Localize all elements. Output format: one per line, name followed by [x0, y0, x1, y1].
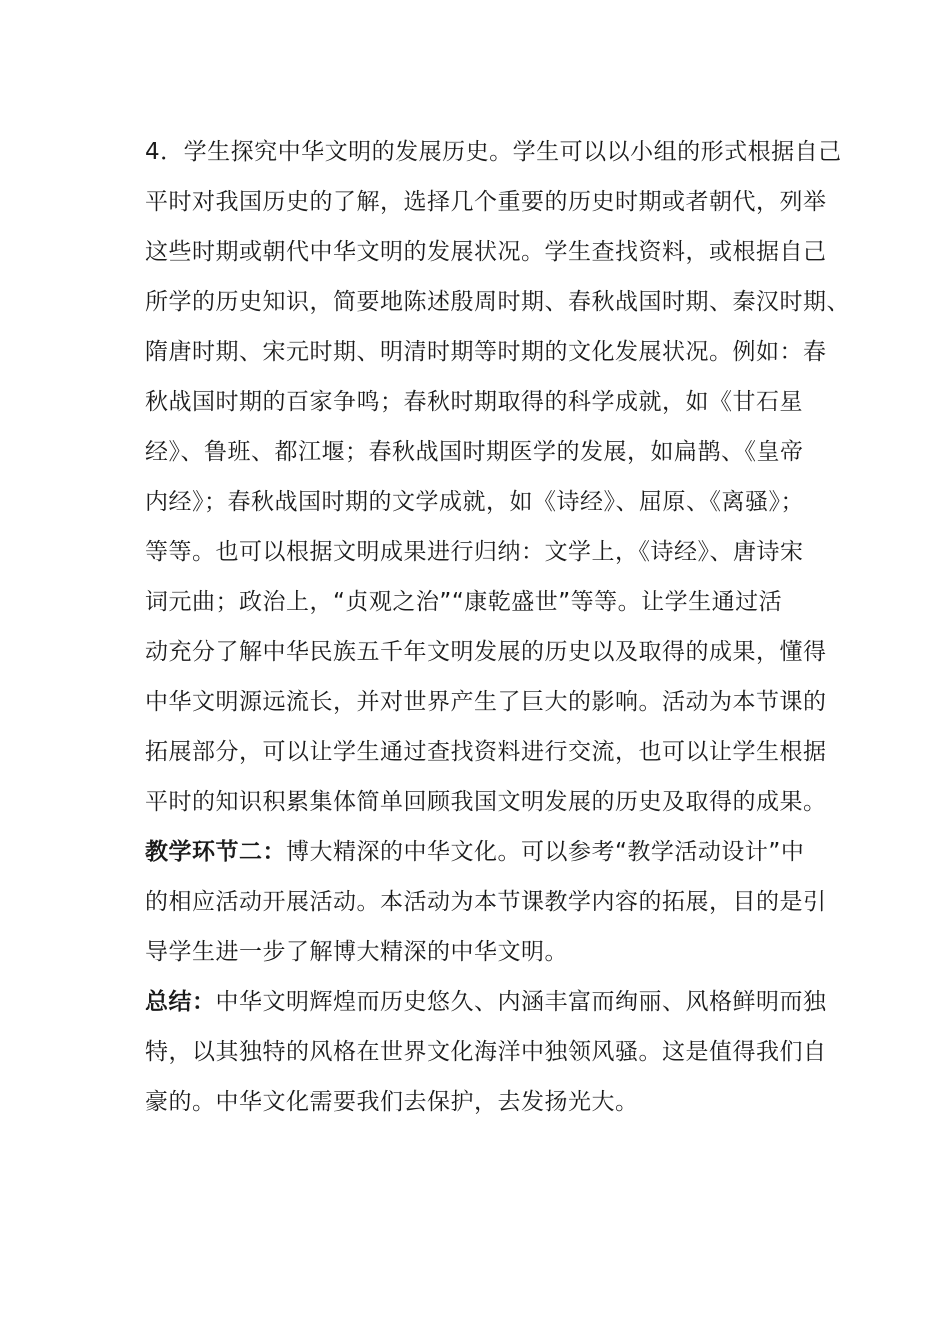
paragraph-2-line-1 — [145, 837, 804, 867]
section-label-teaching-step-2: 教学环节二： — [145, 839, 286, 865]
paragraph-1-line-6: 秋战国时期的百家争鸣；春秋时期取得的科学成就，如《甘石星 — [145, 389, 803, 415]
paragraph-3-line-3: 豪的。中华文化需要我们去保护，去发扬光大。 — [145, 1089, 639, 1115]
paragraph-3-line-1 — [145, 987, 827, 1017]
paragraph-1-line-14: 平时的知识积累集体简单回顾我国文明发展的历史及取得的成果。 — [145, 789, 827, 815]
paragraph-2-line-2: 的相应活动开展活动。本活动为本节课教学内容的拓展，目的是引 — [145, 889, 827, 915]
paragraph-3-line-1-text: 中华文明辉煌而历史悠久、内涵丰富而绚丽、风格鲜明而独 — [215, 989, 827, 1015]
paragraph-2-line-1-text: 博大精深的中华文化。可以参考“教学活动设计”中 — [286, 839, 805, 865]
paragraph-1-line-1: 4．学生探究中华文明的发展历史。学生可以以小组的形式根据自己 — [145, 139, 842, 165]
paragraph-1-line-10: 词元曲；政治上，“贞观之治”“康乾盛世”等等。让学生通过活 — [145, 589, 783, 615]
paragraph-1-line-13: 拓展部分，可以让学生通过查找资料进行交流，也可以让学生根据 — [145, 739, 827, 765]
paragraph-1-line-2: 平时对我国历史的了解，选择几个重要的历史时期或者朝代，列举 — [145, 189, 827, 215]
paragraph-1-line-7: 经》、鲁班、都江堰；春秋战国时期医学的发展，如扁鹊、《皇帝 — [145, 439, 804, 465]
paragraph-1-line-11: 动充分了解中华民族五千年文明发展的历史以及取得的成果，懂得 — [145, 639, 827, 665]
section-label-summary: 总结： — [145, 989, 216, 1015]
paragraph-1-line-9: 等等。也可以根据文明成果进行归纳：文学上，《诗经》、唐诗宋 — [145, 539, 804, 565]
paragraph-3-line-2: 特，以其独特的风格在世界文化海洋中独领风骚。这是值得我们自 — [145, 1039, 827, 1065]
paragraph-1-line-12: 中华文明源远流长，并对世界产生了巨大的影响。活动为本节课的 — [145, 689, 827, 715]
paragraph-1-line-4: 所学的历史知识，简要地陈述殷周时期、春秋战国时期、秦汉时期、 — [145, 289, 850, 315]
paragraph-1-line-3: 这些时期或朝代中华文明的发展状况。学生查找资料，或根据自己 — [145, 239, 827, 265]
paragraph-2-line-3: 导学生进一步了解博大精深的中华文明。 — [145, 939, 568, 965]
paragraph-1-line-8: 内经》；春秋战国时期的文学成就，如《诗经》、屈原、《离骚》； — [145, 489, 804, 515]
paragraph-1-line-5: 隋唐时期、宋元时期、明清时期等时期的文化发展状况。例如：春 — [145, 339, 827, 365]
